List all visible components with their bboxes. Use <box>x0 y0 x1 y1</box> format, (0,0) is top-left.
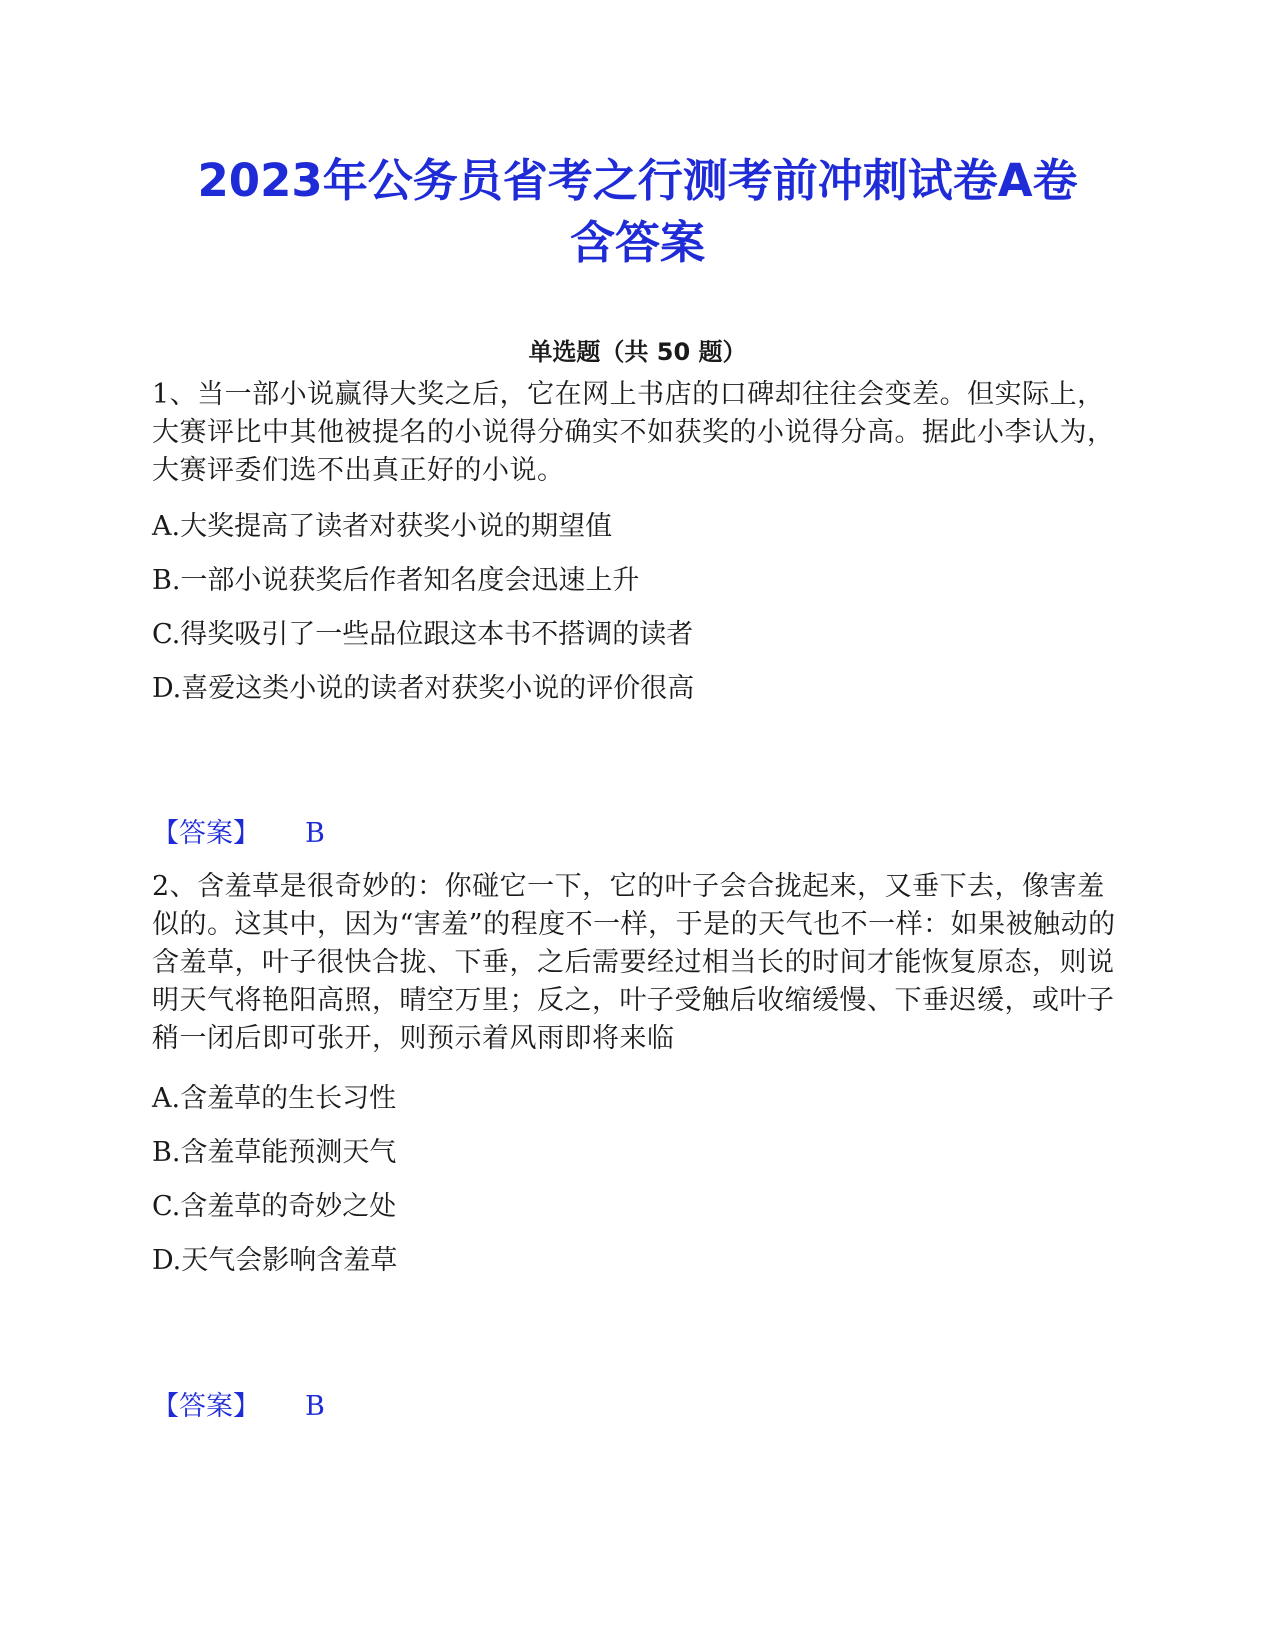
question-1-option-b: B.一部小说获奖后作者知名度会迅速上升 <box>152 565 640 596</box>
question-1-option-d: D.喜爱这类小说的读者对获奖小说的评价很高 <box>152 673 695 704</box>
question-2-stem: 2、含羞草是很奇妙的：你碰它一下，它的叶子会合拢起来，又垂下去，像害羞似的。这其中，因为“害羞”的程度不一样，于是的天气也不一样：如果被触动的含羞草，叶子很快合拢、下垂，之后需要经过相当长的时间才能恢复原态，则说明天气将艳阳高照，晴空万里；反之，叶子受触后收缩缓慢、下垂迟缓，或叶子稍一闭后即可张开，则预示着风雨即将来临 <box>152 871 1116 1054</box>
question-2-option-a: A.含羞草的生长习性 <box>152 1083 397 1114</box>
document-title-line2: 含答案 <box>569 216 705 269</box>
question-1-option-c: C.得奖吸引了一些品位跟这本书不搭调的读者 <box>152 619 694 650</box>
question-1-option-a: A.大奖提高了读者对获奖小说的期望值 <box>152 511 613 542</box>
question-1-stem: 1、当一部小说赢得大奖之后，它在网上书店的口碑却往往会变差。但实际上，大赛评比中其他被提名的小说得分确实不如获奖的小说得分高。据此小李认为，大赛评委们选不出真正好的小说。 <box>152 379 1115 486</box>
answer-value: B <box>305 1391 325 1422</box>
document-title-line1: 2023年公务员省考之行测考前冲刺试卷A卷 <box>197 154 1078 207</box>
section-heading: 单选题（共 50 题） <box>528 338 747 366</box>
question-2-option-d: D.天气会影响含羞草 <box>152 1245 398 1276</box>
answer-label: 【答案】 <box>152 818 260 849</box>
answer-label: 【答案】 <box>152 1391 260 1422</box>
question-2-option-c: C.含羞草的奇妙之处 <box>152 1191 397 1222</box>
document-title <box>110 150 1165 274</box>
question-1-answer <box>152 815 325 853</box>
question-2-option-b: B.含羞草能预测天气 <box>152 1137 397 1168</box>
question-2-answer <box>152 1388 325 1426</box>
answer-value: B <box>305 818 325 849</box>
